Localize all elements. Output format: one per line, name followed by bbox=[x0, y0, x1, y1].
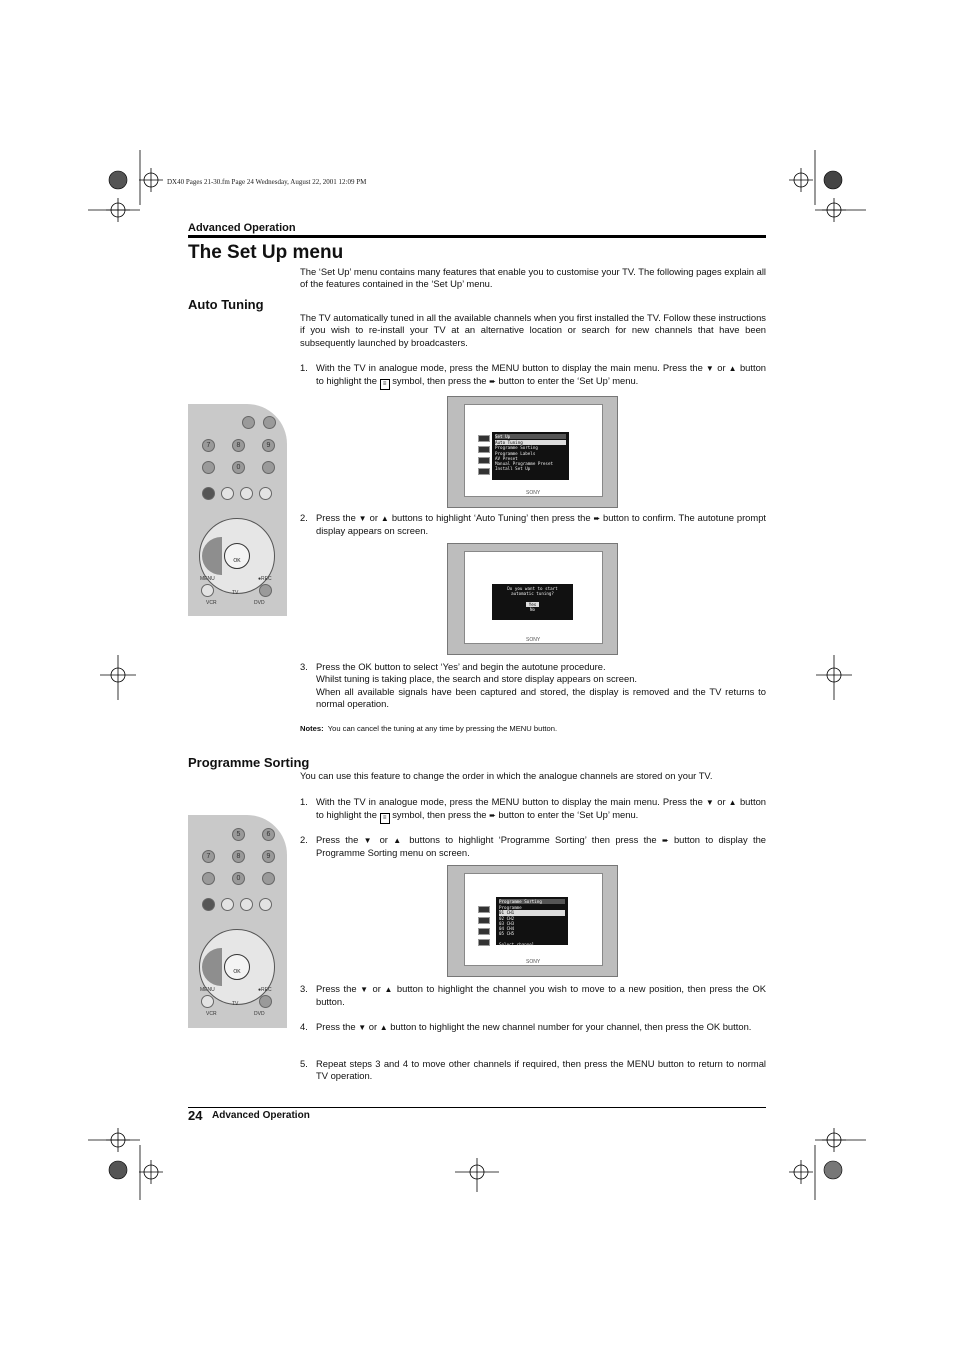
up-arrow-icon: ▲ bbox=[728, 798, 737, 807]
step-text: button to enter the ‘Set Up’ menu. bbox=[495, 809, 639, 821]
tv-screenshot-setup-menu: Set Up Auto Tuning Programme Sorting Programme Labels AV Preset Manual Programme Preset Install Set Up SONY bbox=[447, 396, 618, 508]
running-header: Advanced Operation bbox=[188, 222, 296, 234]
auto-tuning-step-2 bbox=[300, 512, 766, 538]
setup-symbol-icon: ≡ bbox=[380, 813, 390, 824]
programme-sorting-osd: Programme Sorting Programme 01 CH1 02 CH2 03 CH3 04 CH4 05 CH5 Select channel bbox=[496, 897, 568, 945]
programme-sorting-intro: You can use this feature to change the order in which the analogue channels are stored on your TV. bbox=[300, 770, 713, 781]
print-slug: DX40 Pages 21-30.fm Page 24 Wednesday, August 22, 2001 12:09 PM bbox=[167, 178, 367, 186]
up-arrow-icon: ▲ bbox=[393, 836, 404, 845]
up-arrow-icon: ▲ bbox=[380, 514, 389, 523]
step-text: or bbox=[369, 983, 385, 994]
page-number: 24 bbox=[188, 1108, 203, 1123]
step-text: button to enter the ‘Set Up’ menu. bbox=[495, 375, 639, 387]
right-arrow-icon: ➨ bbox=[593, 514, 601, 523]
page-title: The Set Up menu bbox=[188, 242, 344, 263]
step-text: buttons to highlight ‘Programme Sorting’ then press the bbox=[403, 834, 662, 845]
tv-screenshot-programme-sorting: Programme Sorting Programme 01 CH1 02 CH2 03 CH3 04 CH4 05 CH5 Select channel SONY bbox=[447, 865, 618, 977]
down-arrow-icon: ▼ bbox=[363, 836, 375, 845]
intro-paragraph: The ‘Set Up’ menu contains many features that enable you to customise your TV. The following pages explain all of the features contained in the ‘Set Up’ menu. bbox=[300, 266, 766, 290]
programme-sorting-step-3 bbox=[300, 983, 766, 1009]
step-number: 1. bbox=[300, 796, 308, 807]
step-text: button to highlight the bbox=[316, 796, 767, 821]
autotune-prompt-osd: Do you want to start automatic tuning? Yes No bbox=[492, 584, 573, 620]
notes-text: You can cancel the tuning at any time by pressing the MENU button. bbox=[327, 724, 558, 733]
step-text: button to highlight the new channel number for your channel, then press the OK button. bbox=[387, 1021, 752, 1032]
up-arrow-icon: ▲ bbox=[379, 1023, 388, 1032]
down-arrow-icon: ▼ bbox=[705, 798, 715, 807]
step-number: 3. bbox=[300, 661, 308, 672]
auto-tuning-step-1 bbox=[300, 362, 766, 388]
step-number: 4. bbox=[300, 1021, 308, 1032]
footer-section: Advanced Operation bbox=[212, 1110, 310, 1121]
step-text: button to confirm. The autotune prompt display appears on screen. bbox=[316, 512, 767, 537]
step-number: 5. bbox=[300, 1058, 308, 1069]
right-arrow-icon: ➨ bbox=[661, 836, 669, 845]
footer-rule bbox=[188, 1107, 766, 1108]
step-text: Press the bbox=[316, 983, 361, 994]
step-text: When all available signals have been captured and stored, the display is removed and the TV returns to normal operation. bbox=[316, 685, 766, 710]
step-text: or bbox=[366, 512, 381, 523]
step-text: Press the bbox=[316, 512, 359, 523]
tv-screenshot-autotune-prompt: Do you want to start automatic tuning? Yes No SONY bbox=[447, 543, 618, 655]
step-text: button to display the Programme Sorting menu on screen. bbox=[316, 834, 767, 859]
step-text: buttons to highlight ‘Auto Tuning’ then press the bbox=[389, 512, 594, 523]
down-arrow-icon: ▼ bbox=[358, 1023, 367, 1032]
header-rule bbox=[188, 235, 766, 238]
down-arrow-icon: ▼ bbox=[705, 364, 715, 373]
step-text: With the TV in analogue mode, press the MENU button to display the main menu. Press the bbox=[316, 362, 706, 373]
programme-sorting-step-5 bbox=[300, 1058, 766, 1084]
step-text: or bbox=[714, 362, 729, 373]
step-number: 3. bbox=[300, 983, 308, 994]
auto-tuning-heading: Auto Tuning bbox=[188, 297, 264, 312]
programme-sorting-heading: Programme Sorting bbox=[188, 755, 310, 770]
auto-tuning-notes bbox=[300, 724, 766, 733]
setup-menu-osd: Set Up Auto Tuning Programme Sorting Programme Labels AV Preset Manual Programme Preset Install Set Up bbox=[492, 432, 569, 480]
step-number: 2. bbox=[300, 834, 308, 845]
step-text: symbol, then press the bbox=[389, 375, 490, 387]
down-arrow-icon: ▼ bbox=[358, 514, 367, 523]
notes-label: Notes: bbox=[300, 724, 324, 733]
step-text: With the TV in analogue mode, press the MENU button to display the main menu. Press the bbox=[316, 796, 706, 807]
auto-tuning-intro: The TV automatically tuned in all the available channels when you first installed the TV. Follow these instructions if you wish to re-install your TV at an alternative location or search for new channels that have been subsequently launched by broadcasters. bbox=[300, 312, 766, 348]
setup-symbol-icon: ≡ bbox=[380, 379, 390, 390]
remote-control-illustration: 5 6 7 8 9 0 OK MENU ●REC TV VCR DVD bbox=[188, 815, 287, 1028]
right-arrow-icon: ➨ bbox=[489, 377, 496, 387]
step-text: Repeat steps 3 and 4 to move other channels if required, then press the MENU button to return to normal TV operation. bbox=[316, 1058, 766, 1082]
step-number: 2. bbox=[300, 512, 308, 523]
programme-sorting-step-2 bbox=[300, 834, 766, 860]
programme-sorting-step-4 bbox=[300, 1021, 766, 1047]
programme-sorting-step-1 bbox=[300, 796, 766, 822]
step-text: symbol, then press the bbox=[389, 809, 490, 821]
auto-tuning-step-3 bbox=[300, 661, 766, 711]
step-text: Whilst tuning is taking place, the search and store display appears on screen. bbox=[316, 673, 638, 685]
step-text: button to highlight the bbox=[316, 362, 767, 387]
step-text: or bbox=[714, 796, 729, 807]
up-arrow-icon: ▲ bbox=[384, 985, 394, 994]
remote-control-illustration: 7 8 9 0 OK MENU ●REC TV VCR DVD bbox=[188, 404, 287, 616]
up-arrow-icon: ▲ bbox=[728, 364, 737, 373]
step-text: Press the bbox=[316, 834, 364, 845]
step-text: or bbox=[374, 834, 394, 845]
step-text: or bbox=[366, 1021, 380, 1032]
step-number: 1. bbox=[300, 362, 308, 373]
right-arrow-icon: ➨ bbox=[489, 811, 496, 821]
step-text: button to highlight the channel you wish to move to a new position, then press the OK button. bbox=[316, 983, 766, 1008]
step-text: Press the bbox=[316, 1021, 359, 1032]
step-text: Press the OK button to select ‘Yes’ and begin the autotune procedure. bbox=[316, 661, 606, 672]
down-arrow-icon: ▼ bbox=[360, 985, 369, 994]
